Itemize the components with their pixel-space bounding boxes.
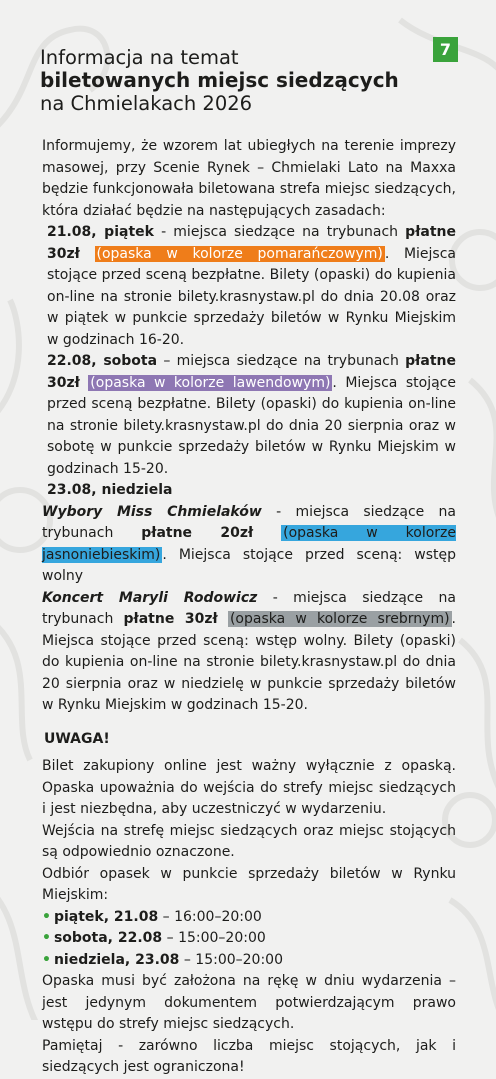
bullet-dot-icon: • bbox=[42, 930, 51, 946]
day1-text2: . Miejsca stojące przed sceną bezpłatne. Bilety (opaski) do kupienia on-line na stronie bilety.krasnystaw.pl do dnia 20.08 oraz w piątek w punkcie sprzedaży biletów w Rynku Miejskim w godzinach 16-20. bbox=[47, 245, 456, 348]
pickup-item bbox=[42, 950, 456, 972]
day3-event1-text2: . Miejsca stojące przed sceną: wstęp wolny bbox=[42, 546, 456, 584]
warning-paragraph-1: Bilet zakupiony online jest ważny wyłącznie z opaską. Opaska upoważnia do wejścia do strefy miejsc siedzących i jest niezbędna, aby uczestniczyć w wydarzeniu. bbox=[42, 758, 456, 817]
warning-paragraph-5: Pamiętaj - zarówno liczba miejsc stojących, jak i siedzących jest ograniczona! bbox=[42, 1037, 456, 1075]
pickup-hours: – 16:00–20:00 bbox=[158, 908, 262, 925]
day2-date: 22.08, sobota bbox=[47, 353, 158, 369]
page-number-badge: 7 bbox=[433, 37, 458, 62]
day1-paragraph bbox=[42, 222, 456, 351]
day1-band-badge: (opaska w kolorze pomarańczowym) bbox=[96, 245, 383, 262]
pickup-hours: – 15:00–20:00 bbox=[162, 930, 266, 946]
day2-price: płatne 30zł bbox=[47, 353, 456, 391]
day3-event1-price: płatne 20zł bbox=[141, 525, 254, 541]
day3-event1-band-badge: (opaska w kolorze jasnoniebieskim) bbox=[42, 525, 456, 563]
pickup-day: niedziela, 23.08 bbox=[53, 951, 180, 968]
day3-date: 23.08, niedziela bbox=[47, 482, 173, 498]
pickup-hours: – 15:00–20:00 bbox=[179, 951, 283, 968]
day1-price: płatne 30zł bbox=[47, 224, 456, 262]
bullet-dot-icon: • bbox=[42, 951, 51, 968]
warning-paragraph-2: Wejścia na strefę miejsc siedzących oraz miejsc stojących są odpowiednio oznaczone. bbox=[42, 822, 456, 860]
pickup-item bbox=[42, 907, 456, 929]
title-line-1: Informacja na temat bbox=[40, 46, 239, 69]
day2-text2: . Miejsca stojące przed sceną bezpłatne. Bilety (opaski) do kupienia on-line na stronie bilety.krasnystaw.pl do dnia 20 sierpnia oraz w sobotę w punkcie sprzedaży biletów w Rynku Miejskim w godzinach 15-20. bbox=[47, 374, 456, 477]
pickup-day: sobota, 22.08 bbox=[53, 930, 163, 946]
pickup-day: piątek, 21.08 bbox=[53, 908, 159, 925]
page-title bbox=[40, 46, 399, 115]
day1-date: 21.08, piątek bbox=[47, 224, 154, 240]
day3-event2-text1: - miejsca siedzące na trybunach bbox=[42, 589, 456, 627]
day3-heading bbox=[42, 480, 456, 502]
day3-event2-name: Koncert Maryli Rodowicz bbox=[42, 589, 258, 606]
bullet-dot-icon: • bbox=[42, 908, 51, 925]
intro-paragraph: Informujemy, że wzorem lat ubiegłych na terenie imprezy masowej, przy Scenie Rynek – Chmielaki Lato na Maxxa będzie funkcjonowała biletowana strefa miejsc siedzących, która działać będzie na następujących zasadach: bbox=[42, 138, 456, 219]
day3-event2-text2: . Miejsca stojące przed sceną: wstęp wolny. Bilety (opaski) do kupienia on-line na stronie bilety.krasnystaw.pl do dnia 20 sierpnia oraz w niedzielę w punkcie sprzedaży biletów w Rynku Miejskim w godzinach 15-20. bbox=[42, 611, 456, 713]
warning-paragraph-3: Odbiór opasek w punkcie sprzedaży biletów w Rynku Miejskim: bbox=[42, 865, 456, 903]
title-line-3: na Chmielakach 2026 bbox=[40, 92, 253, 115]
day3-event1-paragraph bbox=[42, 502, 456, 588]
day2-band-badge: (opaska w kolorze lawendowym) bbox=[90, 374, 331, 391]
day3-event2-band-badge: (opaska w kolorze srebrnym) bbox=[229, 611, 450, 627]
article-body bbox=[42, 136, 456, 1079]
day2-text1: – miejsca siedzące na trybunach bbox=[157, 353, 406, 369]
day1-text1: - miejsca siedzące na trybunach bbox=[153, 224, 406, 240]
warning-heading: UWAGA! bbox=[44, 730, 110, 747]
day3-event2-paragraph bbox=[42, 588, 456, 717]
day2-paragraph bbox=[42, 351, 456, 480]
day3-event2-price: płatne 30zł bbox=[123, 611, 218, 627]
warning-paragraph-4: Opaska musi być założona na rękę w dniu wydarzenia – jest jedynym dokumentem potwierdzającym prawo wstępu do strefy miejsc siedzących. bbox=[42, 973, 456, 1032]
title-line-2: biletowanych miejsc siedzących bbox=[40, 68, 399, 92]
pickup-item bbox=[42, 928, 456, 950]
day3-event1-text1: - miejsca siedzące na trybunach bbox=[42, 503, 457, 541]
day3-event1-name: Wybory Miss Chmielaków bbox=[42, 503, 262, 520]
